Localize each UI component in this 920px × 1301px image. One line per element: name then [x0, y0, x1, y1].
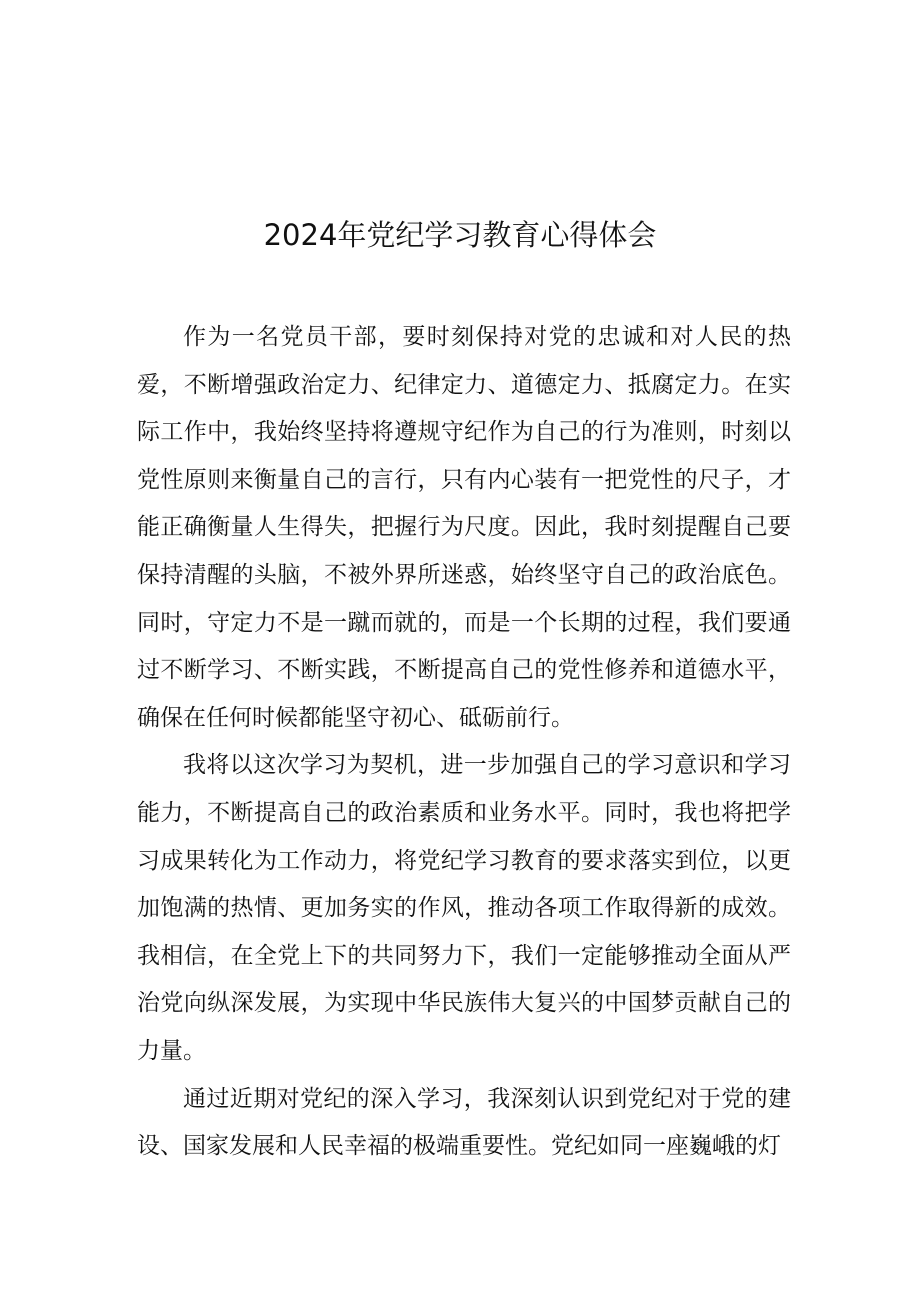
document-body [137, 314, 791, 1171]
paragraph-3: 通过近期对党纪的深入学习，我深刻认识到党纪对于党的建设、国家发展和人民幸福的极端重要性。党纪如同一座巍峨的灯 [137, 1085, 791, 1160]
document-title: 2024年党纪学习教育心得体会 [263, 218, 657, 252]
paragraph-2: 我将以这次学习为契机，进一步加强自己的学习意识和学习能力，不断提高自己的政治素质和业务水平。同时，我也将把学习成果转化为工作动力，将党纪学习教育的要求落实到位，以更加饱满的热情、更加务实的作风，推动各项工作取得新的成效。我相信，在全党上下的共同努力下，我们一定能够推动全面从严治党向纵深发展，为实现中华民族伟大复兴的中国梦贡献自己的力量。 [137, 752, 791, 1064]
paragraph-1: 作为一名党员干部，要时刻保持对党的忠诚和对人民的热爱，不断增强政治定力、纪律定力、道德定力、抵腐定力。在实际工作中，我始终坚持将遵规守纪作为自己的行为准则，时刻以党性原则来衡量自己的言行，只有内心装有一把党性的尺子，才能正确衡量人生得失，把握行为尺度。因此，我时刻提醒自己要保持清醒的头脑，不被外界所迷惑，始终坚守自己的政治底色。同时，守定力不是一蹴而就的，而是一个长期的过程，我们要通过不断学习、不断实践，不断提高自己的党性修养和道德水平，确保在任何时候都能坚守初心、砥砺前行。 [137, 324, 791, 731]
